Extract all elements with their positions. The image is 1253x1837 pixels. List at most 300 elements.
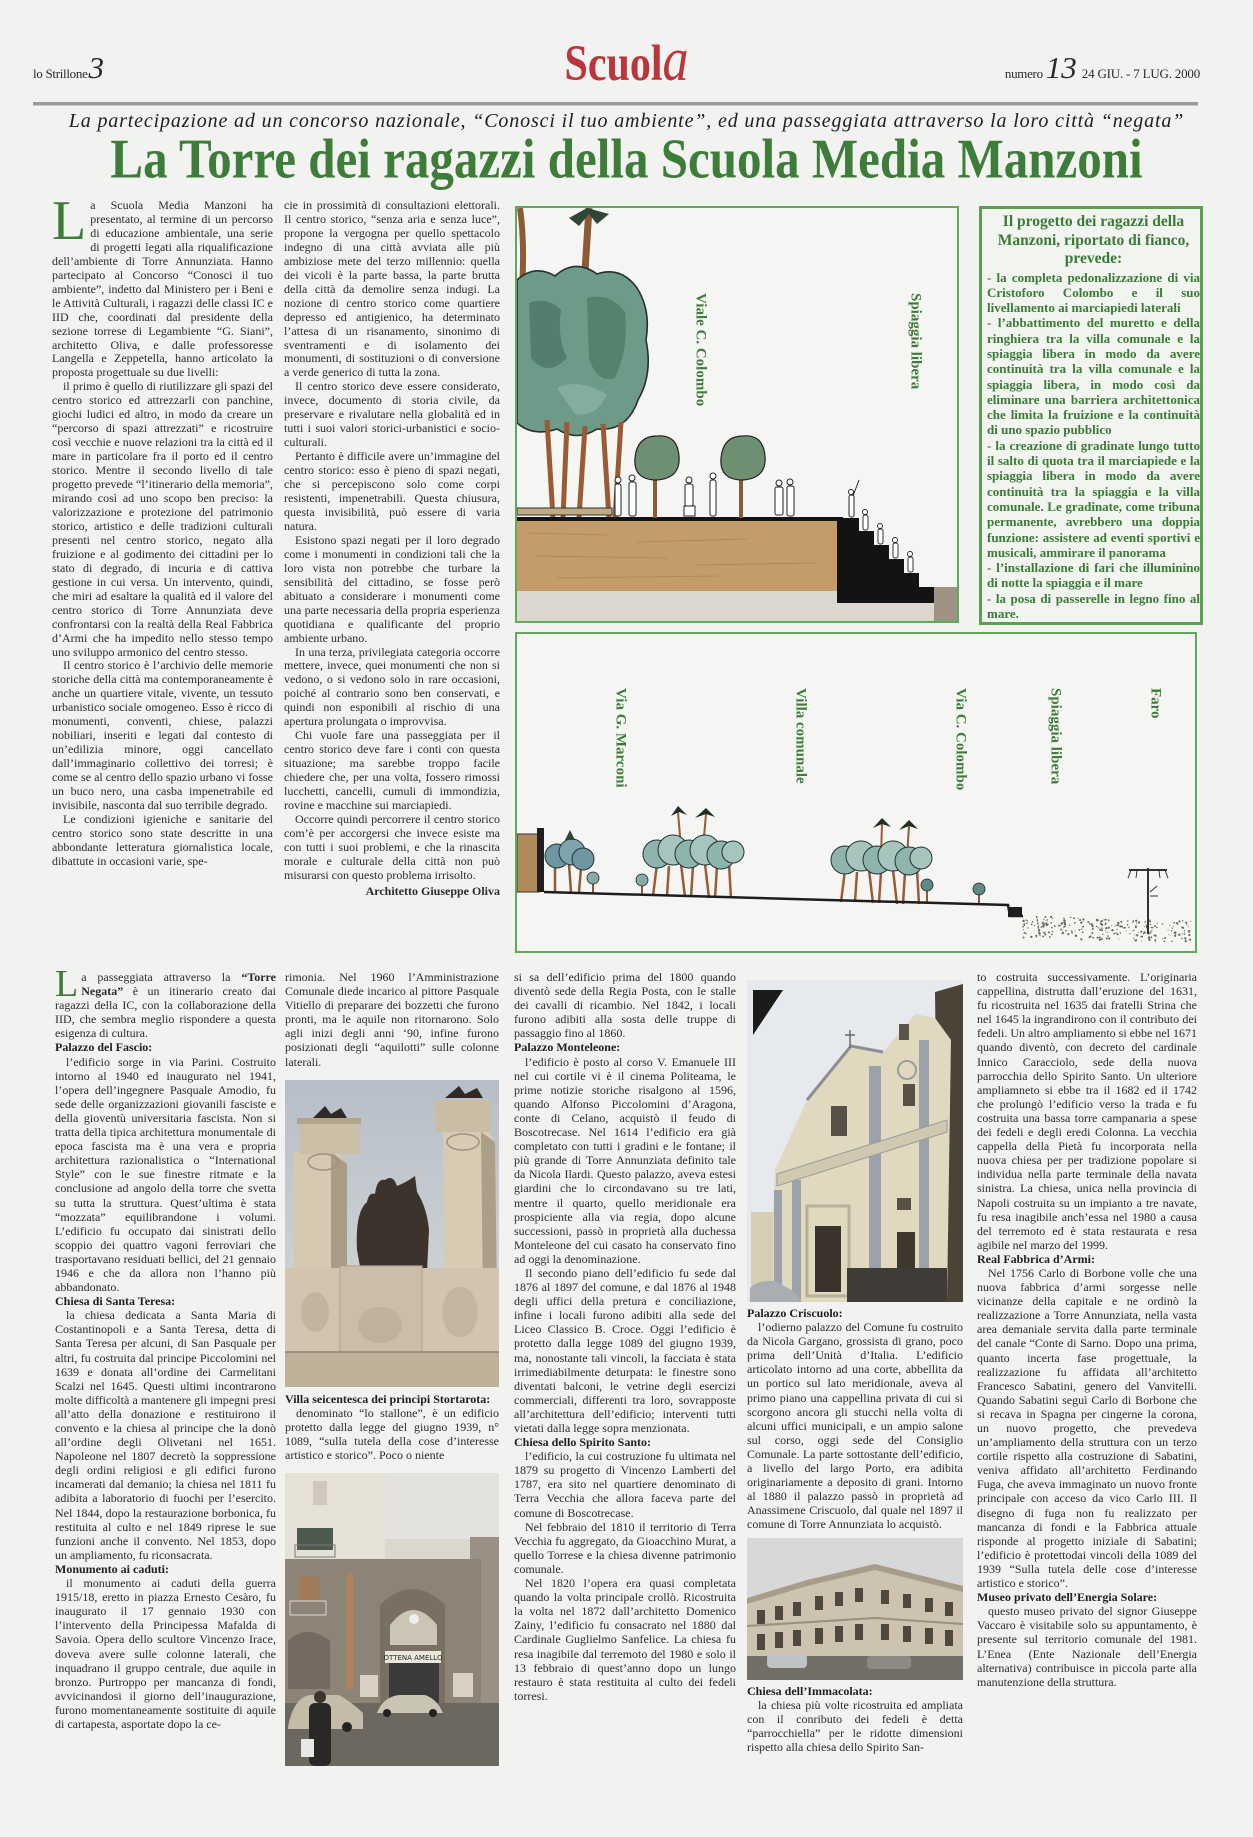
sand-dot — [1188, 930, 1190, 932]
sand-dot — [1060, 925, 1061, 926]
intro-paragraph: Pertanto è difficile avere un’immagine del centro storico: esso è pieno di spazi negati, che si percepiscono solo come corpi resistenti, impenetrabili. Questa chiusura, questa invisibilità, può essere di varia natura. — [284, 449, 500, 533]
walk-paragraph: to costruita successivamente. L’originaria cappellina, distrutta dall’eruzione del 1631, fu ricostruita nel 1635 dai fratelli Strina che nel 1645 la ingrandirono con il contributo dei fedeli. Un altro ampliamento si ebbe nel 1671 quando diventò, con decreto del cardinale Innico Caracciolo, sede della nuova parrocchia dello Spirito Santo. Un ulteriore ampliamneto si ebbe tra il 1682 ed il 1742 che prolungò l’edificio verso la trada e fu costruita una bassa torre campanaria a spese dei fedeli e degli eredi Colonna. La vecchia cappella della Pietà fu incorporata nella nuova chiesa per per tradizione popolare si individua nella parte terminale della navata sinistra. La chiesa, unica nella provincia di Napoli costruita su un impianto a tre navate, fu resa inagibile anch’essa nel 1980 a causa del terremoto ed è stata restaurata e resa agibile nel marzo del 1999. — [977, 970, 1197, 1252]
sand-dot — [1116, 924, 1118, 926]
sand-dot — [1181, 926, 1183, 928]
label-via-marconi: Via G. Marconi — [612, 688, 629, 788]
church-image — [747, 980, 963, 1302]
sand-dot — [1038, 926, 1040, 928]
issue-info — [1005, 50, 1200, 86]
small-tree — [973, 883, 985, 905]
sand-dot — [1044, 923, 1046, 925]
sand-dot — [1123, 927, 1125, 929]
sand-dot — [1117, 933, 1119, 935]
sand-dot — [1051, 927, 1053, 929]
sand-dot — [1152, 927, 1154, 929]
heading-museo-energia-solare: Museo privato dell’Energia Solare: — [977, 1590, 1158, 1605]
heading-monumento-caduti: Monumento ai caduti: — [55, 1561, 169, 1576]
bronze-statue-group — [357, 1176, 429, 1272]
walk-paragraph: Nel 1756 Carlo di Borbone volle che una nuova fabbrica d’armi sorgesse nelle vicinanze della capitale e ne ordinò la realizzazione a Torre Annunziata, nella vasta area demaniale servita dalla parte terminale del canale “Conte di Sarno. Dopo una prima, quanto incerta fase progettuale, la realizzazione fu affidata all’architetto Francesco Sabatini, genero del Vanvitelli. Quando Sabatini seguì Carlo di Borbone che si recava in Spagna per cingerne la corona, un nuovo progetto, che prevedeva un’ampliamento della struttura con un terzo cortile rispetto alla costruzione di Sabatini, veniva affidato all’architetto Ferdinando Fuga, che aveva immaginato un nuovo fronte principale con acceso da vico Carlo III. Il disegno di fuga non fu realizzato per mancanza di fondi e la Fabbrica attuale risponde al progetto iniziale di Sabatini; l’edificio è protettodai vincoli della 1089 del 1939 “Sulla tutela delle cose d’interesse artistico e storico”. — [977, 1265, 1197, 1591]
sand-dot — [1038, 932, 1040, 934]
walk-paragraph: il monumento ai caduti della guerra 1915/18, eretto in piazza Ernesto Cesàro, fu inaugurato il 17 gennaio 1930 con l’intervento della Principessa Mafalda di Savoia. Opera dello scultore Vincenzo Irace, doveva avere sulle colonne laterali, che inquadrano il gruppo centrale, due aquile in bronzo. Purtroppo per mancanza di fondi, avvicinandosi il giorno dell’inaugurazione, furono momentaneamente sostituite di aquile di cartapesta, asportate dopo la ce- — [55, 1576, 276, 1731]
tree-cluster-left — [545, 830, 594, 892]
sand-dot — [1136, 934, 1138, 936]
sand-dot — [1066, 930, 1067, 931]
sand-dot — [1082, 926, 1084, 928]
sand-dot — [1049, 936, 1051, 938]
sand-dot — [1118, 925, 1119, 926]
sand-dot — [1174, 935, 1176, 937]
sidebar-title: Il progetto dei ragazzi della Manzoni, riportato di fianco, prevede: — [997, 213, 1190, 267]
sand-dot — [1101, 927, 1103, 929]
sand-dot — [1168, 930, 1169, 931]
sand-dot — [1042, 923, 1044, 925]
section-sketch-2 — [517, 634, 1195, 951]
sand-dot — [1148, 939, 1150, 941]
header-rule — [33, 102, 1198, 106]
sand-dot — [1135, 925, 1136, 926]
sand-dot — [1133, 938, 1134, 939]
sand-dot — [1150, 924, 1151, 925]
label-faro: Faro — [1147, 688, 1164, 719]
sand-dot — [1058, 925, 1060, 927]
sand-dot — [1116, 929, 1117, 930]
sand-dot — [1090, 935, 1092, 937]
beach-sand — [934, 587, 957, 621]
sand-dot — [1184, 930, 1185, 931]
sand-dot — [1172, 927, 1173, 928]
sand-dot — [1041, 926, 1043, 928]
sand-dot — [1078, 918, 1079, 919]
sand-dot — [1025, 933, 1026, 934]
photo-villa-stortarota — [285, 1473, 499, 1766]
sand-dot — [1101, 929, 1103, 931]
sand-dot — [1064, 923, 1066, 925]
walk-intro-text: è un itinerario creato dai ragazzi della IC, con la collaborazione della IID, che sembra meglio rispondere a questa esigenza di cultura. — [55, 984, 276, 1041]
walk-column-1 — [55, 963, 276, 1731]
sand-dot — [1132, 922, 1133, 923]
sand-dot — [1173, 922, 1175, 924]
walk-paragraph: l’edificio, la cui costruzione fu ultimata nel 1879 su progetto di Vincenzo Lamberti del 1787, era sito nel quartiere denominato di Terra Vecchia che allora faceva parte del comune di Boscotrecase. — [514, 1449, 736, 1520]
wall — [517, 828, 544, 892]
heading-spirito-santo: Chiesa dello Spirito Santo: — [514, 1435, 652, 1450]
sand-dot — [1022, 920, 1024, 922]
sand-dot — [1181, 938, 1183, 940]
walk-paragraph: la chiesa più volte ricostruita ed ampliata con il conributo dei fedeli è detta “parrocchiella” per le ridotte dimensioni rispetto alla chiesa dello Spirito San- — [747, 1697, 963, 1754]
walk-paragraph: denominato “lo stallone”, è un edificio protetto dalla legge del giugno 1939, n° 1089, “sulla tutela della cose d’interesse artistico e storico”. Poco o niente — [285, 1405, 499, 1463]
sand-dot — [1115, 932, 1117, 934]
sand-dot — [1151, 930, 1152, 931]
walk-column-5 — [977, 970, 1197, 1689]
shop-sign-text: OTTENA AMELLO — [383, 1654, 443, 1663]
sand-dot — [1071, 932, 1073, 934]
sand-dot — [1178, 934, 1180, 936]
left-column — [293, 1106, 361, 1286]
sand-dot — [1044, 916, 1046, 918]
page-number: 3 — [88, 50, 105, 85]
sand-dot — [1046, 920, 1047, 921]
sand-dot — [1100, 921, 1102, 923]
sand-dot — [1114, 925, 1115, 926]
sidebar-item: - l’abbattimento del muretto e della ringhiera tra la villa comunale e la spiaggia libera in modo da avere continuità tra la villa comunale e la spiaggia libera, in modo così da eliminare una barriera architettonica che limita la fruizione e la continuità di uno spazio pubblico — [987, 315, 1200, 438]
intro-paragraph: Occorre quindi percorrere il centro storico com’è per accorgersi che invece esiste ma con tutti i suoi problemi, e che la rinascita morale e culturale della città non può misurarsi con questo problema irrisolto. — [284, 811, 500, 882]
sand-dot — [1144, 926, 1145, 927]
sand-dot — [1120, 932, 1122, 934]
sand-dot — [1154, 939, 1156, 941]
section-sketch-1 — [517, 208, 957, 621]
sand-dot — [1074, 931, 1075, 932]
section-drawing-seafront — [515, 632, 1197, 953]
heading-palazzo-monteleone: Palazzo Monteleone: — [514, 1040, 621, 1055]
sidebar-item: - la completa pedonalizzazione di via Cristoforo Colombo e il suo livellamento ai marciapiedi laterali — [987, 269, 1200, 316]
sand-dot — [1108, 927, 1110, 929]
sand-dot — [1102, 934, 1103, 935]
heading-real-fabbrica-armi: Real Fabbrica d’Armi: — [977, 1251, 1095, 1266]
small-tree — [921, 879, 933, 903]
issue-label: numero — [1004, 66, 1043, 81]
tree — [721, 436, 765, 518]
sand-dot — [1096, 926, 1098, 928]
sand-dot — [1154, 925, 1156, 927]
sand-dot — [1105, 930, 1106, 931]
sand-dot — [1174, 932, 1176, 934]
walk-paragraph: l’odierno palazzo del Comune fu costruito da Nicola Gargano, grossista di grano, poco prima dell’Unità d’Italia. L’edificio articolato intorno ad una corte, abbellita da un portico sul lato meridionale, aveva al primo piano una cappellina privata di cui si scorgono ancora gli stucchi nella volta di alcuni uffici municipali, e un ampio salone sul corso, oggi sede del Consiglio Comunale. La parte sottostante dell’edificio, a livello del largo Porto, era adibita originariamente a deposito di grani. Intorno al 1880 il palazzo passò in proprietà ad Anassimene Criscuolo, dal quale nel 1897 il comune di Torre Annunziata lo acquistò. — [747, 1320, 963, 1532]
sand-dot — [1061, 923, 1063, 925]
sand-dot — [1069, 924, 1070, 925]
sand-dot — [1027, 927, 1028, 928]
sand-dot — [1046, 922, 1048, 924]
label-spiaggia-libera: Spiaggia libera — [907, 293, 924, 390]
sand-dot — [1089, 923, 1091, 925]
sand-dot — [1100, 937, 1101, 938]
walk-paragraph: si sa dell’edificio prima del 1800 quando diventò sede della Regia Posta, con le stalle dei cavalli di ricambio. Nel 1842, i locali furono adibiti alla sosta delle truppe di passaggio fino al 1860. — [514, 970, 736, 1041]
heading-villa-stortarota: Villa seicentesca dei principi Stortarota: — [285, 1391, 491, 1406]
sand-dot — [1185, 940, 1186, 941]
sand-dot — [1038, 929, 1040, 931]
label-viale-colombo: Viale C. Colombo — [692, 293, 709, 407]
sand-dot — [1054, 925, 1056, 927]
walk-column-2 — [285, 970, 499, 1766]
sand-dot — [1079, 929, 1081, 931]
walk-column-4 — [747, 980, 963, 1754]
intro-paragraph: cie in prossimità di consultazioni elettorali. Il centro storico, “senza aria e senza luce”, propone la vergogna per quello spettacolo indegno di una città avviata alle più ambiziose mete del terzo millennio: quella dei vicoli è la parte bassa, la parte brutta della città da demolire senza indugi. La nozione di centro storico come quartiere depresso ed antigienico, ha determinato l’attesa di un risanamento, sinonimo di sventramenti e di isolamento dei monumenti, di sostituzioni o di conversione a verde generico di tutta la zona. — [284, 198, 500, 380]
sand-dot — [1120, 921, 1122, 923]
sand-dot — [1079, 919, 1081, 921]
sand-dot — [1082, 931, 1084, 933]
sand-dot — [1052, 918, 1053, 919]
sand-dot — [1171, 941, 1173, 943]
sand-dot — [1135, 926, 1137, 928]
author-signature: Architetto Giuseppe Oliva — [365, 883, 500, 898]
sand-dot — [1064, 920, 1066, 922]
sand-dot — [1164, 937, 1166, 939]
sand-dot — [1067, 933, 1069, 935]
sand-dot — [1111, 929, 1113, 931]
issue-dates: 24 GIU. - 7 LUG. 2000 — [1081, 66, 1200, 81]
sand-dot — [1098, 920, 1099, 921]
sidebar-item: - l’installazione di fari che illuminino di notte la spiaggia e il mare — [987, 560, 1200, 591]
intro-paragraph: il primo è quello di riutilizzare gli spazi del centro storico ed attrezzarli con panchine, giochi ludici ed altro, in modo da creare un “percorso di spazi attrezzati” e ricostruire così vecchie e nuove relazioni tra la città ed il mare in particolare fra il porto ed il centro storico. Mentre il secondo livello di tale progetto prevede “l’itinerario della memoria”, mirando così ad uno scopo ben preciso: la valorizzazione e protezione del patrimonio storico, artistico e delle tradizioni culturali presenti nel centro storico, negato alla fruizione e al godimento dei cittadini per lo stato di degrado, di incuria e di cattiva gestione in cui versa. Un intervento, quindi, che miri ad esaltare la qualità ed il valore del centro storico di Torre Annunziata deve confrontarsi con la realtà della Real Fabbrica d’Armi che ha impedito nello stesso tempo uno sviluppo armonico del centro stesso. — [52, 379, 273, 659]
sand-dot — [1099, 938, 1101, 940]
sand-dot — [1149, 932, 1151, 934]
sea-wall-block — [1008, 907, 1022, 917]
sand-dot — [1075, 935, 1077, 937]
sand-dot — [1081, 921, 1082, 922]
small-tree — [587, 872, 599, 893]
sand-dot — [1037, 921, 1038, 922]
sand-dot — [1063, 920, 1064, 921]
intro-article-column-2 — [284, 199, 500, 899]
sand-dot — [1039, 935, 1040, 936]
sand-dot — [1135, 920, 1137, 922]
sand-dot — [1171, 930, 1172, 931]
sand-dot — [1176, 922, 1178, 924]
sand-dot — [1104, 919, 1105, 920]
sand-dot — [1186, 924, 1187, 925]
sand-dot — [1173, 926, 1174, 927]
sand-dot — [1121, 926, 1123, 928]
sand-dot — [1108, 937, 1110, 939]
sand-dot — [1178, 920, 1180, 922]
sand-dot — [1043, 932, 1045, 934]
intro-paragraph: Esistono spazi negati per il loro degrado come i monumenti in condizioni tali che la loro vista non potrebbe che turbare la sensibilità del cittadino, se fosse però abituato a considerare i monumenti come una parte necessaria della propria esperienza quotidiana e qualificante del proprio ambiente urbano. — [284, 532, 500, 645]
sand-dot — [1143, 931, 1145, 933]
church-door — [815, 1226, 841, 1292]
sand-dot — [1092, 925, 1094, 927]
sand-dot — [1154, 935, 1156, 937]
sand-dot — [1062, 922, 1064, 924]
sand-dot — [1026, 922, 1028, 924]
sand-dot — [1150, 936, 1152, 938]
heading-chiesa-immacolata: Chiesa dell’Immacolata: — [747, 1683, 873, 1698]
sand-dot — [1036, 936, 1037, 937]
sand-dot — [1133, 930, 1134, 931]
walk-paragraph: l’edificio è posto al corso V. Emanuele III nel cui cortile vi è il cinema Politeama, le prime notizie storiche risalgono al 1596, quando Alfonso Piccolomini d’Aragona, conte di Celano, acquistò il feudo di Boscotrecase. Nel 1614 l’edificio era già completato con tutti i gradini e le fontane; il più grande di Torre Annunziata definito tale da Nicola Ilardi. Questo palazzo, aveva estesi giardini che lo circondavano su tre lati, mentre il quarto, quello meridionale era prospiciente alla via regia, dopo alcune successioni, passò in proprietà alla duchessa Monteleone del cui casato ha conservato fino ad oggi la denominazione. — [514, 1054, 736, 1266]
sand-dot — [1184, 932, 1185, 933]
label-via-colombo: Via C. Colombo — [952, 688, 969, 791]
sand-dot — [1052, 931, 1053, 932]
walk-paragraph: Il secondo piano dell’edificio fu sede dal 1876 al 1897 del comune, e dal 1876 al 1948 degli uffici della pretura e conciliazione, infine i locali furono adibiti alla sede del Liceo Classico B. Croce. Oggi l’edificio è protetto dalla legge 1089 del giugno 1939, ma, nonostante tali vincoli, la facciata è stata irrimediabilmente deturpata: le finestre sono diventati balconi, le vetrine degli esercizi commerciali, differenti tra loro, sovrapposte all’architettura dell’edificio; interventi tutti vietati dalla legge sopra menzionata. — [514, 1265, 736, 1435]
sand-dot — [1098, 927, 1099, 928]
sand-dot — [1118, 938, 1119, 939]
sand-dot — [1043, 919, 1044, 920]
sand-dot — [1063, 918, 1065, 920]
sand-dot — [1136, 922, 1137, 923]
sand-dot — [1027, 920, 1028, 921]
sand-dot — [1156, 927, 1158, 929]
sand-dot — [1064, 925, 1066, 927]
sand-dot — [1157, 922, 1158, 923]
sand-dot — [1080, 938, 1082, 940]
sand-dot — [1081, 929, 1082, 930]
intro-paragraph: Le condizioni igieniche e sanitarie del centro storico sono state descritte in una abbondante letteratura giornalistica locale, dibattute in occasioni varie, spe- — [52, 811, 273, 868]
car — [767, 1654, 807, 1668]
sand-dot — [1107, 935, 1109, 937]
sidebar-item: - la posa di passerelle in legno fino al mare. — [987, 590, 1200, 622]
sand-dot — [1138, 932, 1139, 933]
walk-paragraph: questo museo privato del signor Giuseppe Vaccaro è visitabile solo su appuntamento, è presente sul territorio comunale del 1981. L’Enea (Ente Nazionale dell’Energia alternativa) contribuisce in piccola parte alla manutenzione della struttura. — [977, 1604, 1197, 1689]
sand-dot — [1126, 930, 1127, 931]
section-drawing-viale-colombo — [515, 206, 959, 623]
sand-dot — [1138, 921, 1140, 923]
sand-dot — [1107, 932, 1108, 933]
sand-dot — [1099, 929, 1101, 931]
intro-paragraph: Chi vuole fare una passeggiata per il centro storico deve fare i conti con questa situazione; ma sarebbe troppo facile chiedere che, per una volta, fossero rimossi lucchetti, cancelli, cumuli di immondizia, rovine e macchine sui marciapiedi. — [284, 728, 500, 812]
tree-cluster-via-colombo — [831, 818, 932, 904]
sand-dot — [1133, 920, 1135, 922]
publication-name: lo Strillone — [33, 66, 88, 81]
sand-dot — [1140, 931, 1142, 933]
sand-dot — [1023, 924, 1025, 926]
sand-dot — [1117, 922, 1119, 924]
sand-dot — [1024, 932, 1026, 934]
tree — [635, 436, 679, 518]
sand-dot — [1141, 936, 1143, 938]
sand-dot — [1162, 938, 1163, 939]
sand-dot — [1060, 929, 1062, 931]
sand-dot — [1182, 933, 1183, 934]
heading-palazzo-criscuolo: Palazzo Criscuolo: — [747, 1306, 843, 1320]
heading-palazzo-fascio: Palazzo del Fascio: — [55, 1040, 153, 1055]
sand-dot — [1096, 919, 1098, 921]
sand-dot — [1127, 920, 1129, 922]
ground-line — [544, 892, 1023, 916]
car — [867, 1656, 911, 1669]
sand-dot — [1092, 928, 1094, 930]
sand-dot — [1031, 924, 1033, 926]
sand-dot — [1092, 937, 1094, 939]
sand-dot — [1087, 921, 1089, 923]
sand-dot — [1082, 918, 1084, 920]
sand-dot — [1149, 920, 1150, 921]
large-tree — [517, 266, 648, 518]
article-headline — [0, 126, 1253, 191]
sand-dot — [1036, 917, 1037, 918]
photo-chiesa-immacolata — [747, 1538, 963, 1680]
walk-intro-text: La passeggiata attraverso la — [55, 963, 242, 1005]
sand-dot — [1025, 919, 1026, 920]
monument-image — [285, 1080, 499, 1387]
sand-dot — [1074, 922, 1076, 924]
sand-dot — [1034, 925, 1035, 926]
sand-dot — [1108, 919, 1110, 921]
sand-dot — [1097, 937, 1099, 939]
sand-dot — [1162, 923, 1163, 924]
section-title-tail: a — [662, 25, 689, 95]
heading-santa-teresa: Chiesa di Santa Teresa: — [55, 1294, 176, 1309]
article-kicker: La partecipazione ad un concorso nazionale, “Conosci il tuo ambiente”, ed una passeggiata attraverso la loro città “negata” — [68, 110, 1185, 132]
bench — [517, 508, 612, 515]
sand-dot — [1104, 924, 1105, 925]
sand-dot — [1134, 934, 1135, 935]
sand-dot — [1128, 927, 1129, 928]
sand-dot — [1062, 932, 1064, 934]
tree-cluster-villa-comunale — [643, 806, 744, 898]
walk-paragraph: rimonia. Nel 1960 l’Amministrazione Comunale diede incarico al pittore Pasquale Vitiello di preparare dei bozzetti che furono pronti, ma le aquile non ritornarono. Solo agli inizi degli anni ‘90, infine furono posizionati degli “aquilotti” sulle colonne laterali. — [285, 970, 499, 1069]
sand-dot — [1169, 925, 1170, 926]
sand-dot — [1144, 921, 1146, 923]
walk-paragraph: l’edificio sorge in via Parini. Costruito intorno al 1940 ed inaugurato nel 1941, l’opera dell’ingegnere Pasquale Amodio, fu sede delle organizzazioni giovanili fasciste e della gioventù universitaria fascista. Non si tratta della tipica architettura monumentale di epoca fascista ma è una vera e propria architettura razionalistica o “International Style” con le sue finestre ritmate e la conclusione ad angolo della torre che svetta su tutta la struttura. Quest’ultima è stata “mozzata” equilibrandone i volumi. L’edificio fu occupato dai sinistrati dello scoppio dei quattro vagoni ferroviari che trasportavano residuati bellici, del 21 gennaio 1946 e che da allora non l’hanno più abbandonato. — [55, 1054, 276, 1295]
walk-intro-bold: “Torre Negata” — [81, 970, 276, 999]
sand-dot — [1106, 927, 1108, 929]
sand-dot — [1023, 937, 1025, 939]
label-spiaggia-libera: Spiaggia libera — [1047, 688, 1064, 785]
headline-text: La Torre dei ragazzi della Scuola Media Manzoni — [110, 126, 1143, 191]
walk-intro — [55, 963, 276, 1041]
intro-paragraph: In una terza, privilegiata categoria occorre mettere, invece, quei monumenti che non si vedono, o si vedono solo in rare occasioni, poiché al contrario sono ben conservati, e quindi non esponibili al rischio di una apertura prolungata o improvvisa. — [284, 644, 500, 729]
building-image — [747, 1538, 963, 1680]
sand-dot — [1041, 923, 1042, 924]
walk-paragraph: Nel 1820 l’opera era quasi completata quando la volta principale crollò. Ricostruita la volta nel 1872 dall’architetto Domenico Zainy, l’edificio fu consacrato nel 1880 dal Cardinale Guglielmo Sanfelice. La chiesa fu resa inagibile dal terremoto del 1980 e solo il 13 febbraio di quest’anno dopo un lungo restauro è stata restituita al culto dei fedeli torresi. — [514, 1576, 736, 1703]
sand-dot — [1129, 933, 1130, 934]
walk-paragraph: Nel febbraio del 1810 il territorio di Terra Vecchia fu aggregato, da Gioacchino Murat, a quello Torrese e la chiesa divenne patrimonio comunale. — [514, 1519, 736, 1576]
label-villa-comunale: Villa comunale — [792, 688, 809, 784]
sand-dot — [1030, 936, 1032, 938]
sand-dot — [1101, 938, 1103, 940]
sand-dot — [1048, 931, 1050, 933]
project-sidebar-box — [979, 206, 1203, 625]
small-tree — [636, 874, 648, 895]
sand-dot — [1037, 924, 1038, 925]
sand-dot — [1125, 927, 1126, 928]
sand-dot — [1106, 938, 1108, 940]
sand-dot — [1111, 925, 1112, 926]
sidebar-item: - la creazione di gradinate lungo tutto il salto di quota tra il marciapiede e la spiaggia libera in modo da avere continuità tra la spiaggia e la villa comunale. Le gradinate, come tribuna permanente, avrebbero una doppia funzione: assistere ad eventi sportivi e musicali, ammirare il panorama — [987, 437, 1200, 560]
sand-dot — [1184, 933, 1185, 934]
sand-dot — [1189, 939, 1191, 941]
section-title-main: Scuol — [564, 36, 663, 92]
sand-dot — [1141, 941, 1142, 942]
sand-dot — [1047, 924, 1048, 925]
sand-dot — [1071, 930, 1073, 932]
sand-dot — [1155, 941, 1156, 942]
intro-paragraph: Il centro storico è l’archivio delle memorie storiche della città ma contemporaneamente è anche un quartiere vitale, vivente, un tessuto urbanistico sociale omogeneo. Esso è ricco di monumenti, conventi, chiese, palazzi nobiliari, inseriti e legati dal contesto di un’edilizia minore, oggi cancellato dall’immaginario collettivo dei torresi; è come se al centro dello spazio urbano vi fosse un buco nero, una casba impenetrabile ed invisibile, nasconta dal suo terribile degrado. — [52, 658, 273, 812]
sand-dot — [1175, 932, 1176, 933]
sand-dot — [1070, 917, 1072, 919]
sand-dot — [1038, 927, 1039, 928]
sand-dot — [1119, 925, 1121, 927]
sand-dot — [1050, 916, 1052, 918]
walk-column-3 — [514, 970, 736, 1703]
sand-dot — [1051, 934, 1053, 936]
intro-paragraph: La Scuola Media Manzoni ha presentato, al termine di un percorso di educazione ambientale, una serie di progetti legati alla riqualificazione dell’ambiente di Torre Annunziata. Hanno partecipato al Concorso “Conosci il tuo ambiente”, indetto dal Ministero per i Beni e le Attività Culturali, i ragazzi delle classi IC e IID che, coordinati dal presidente della sezione torrese di Legambiente “G. Siani”, architetto Oliva, e dalle professoresse Langella e Zeppetella, hanno articolato la proposta progettuale su due livelli: — [52, 190, 273, 380]
sand-dot — [1091, 932, 1093, 934]
sand-dot — [1044, 934, 1046, 936]
sand-dot — [1073, 917, 1075, 919]
sand-dot — [1032, 921, 1034, 923]
sand-dot — [1113, 933, 1115, 935]
intro-paragraph: Il centro storico deve essere considerato, invece, documento di storia civile, da preservare e rivalutare nella globalità ed in tutti i suoi valori storici-urbanistici e socio-culturali. — [284, 379, 500, 450]
photo-chiesa-spirito-santo — [747, 980, 963, 1302]
sand-dot — [1185, 922, 1187, 924]
sand-dot — [1151, 927, 1152, 928]
ground-line — [517, 517, 843, 521]
issue-number: 13 — [1045, 50, 1077, 85]
sand-dot — [1046, 919, 1047, 920]
sand-dot — [1022, 926, 1024, 928]
sand-dot — [1168, 934, 1169, 935]
sand-dot — [1136, 939, 1137, 940]
stepped-seating — [837, 518, 934, 603]
photo-monumento-caduti — [285, 1080, 499, 1387]
sand-dot — [1184, 937, 1186, 939]
sand-dot — [1188, 926, 1189, 927]
sand-dot — [1101, 924, 1103, 926]
sand-dot — [1023, 929, 1024, 930]
sand-dot — [1127, 924, 1129, 926]
sand-dot — [1182, 920, 1183, 921]
sand-dot — [1042, 935, 1044, 937]
intro-article-column-1 — [52, 190, 273, 869]
